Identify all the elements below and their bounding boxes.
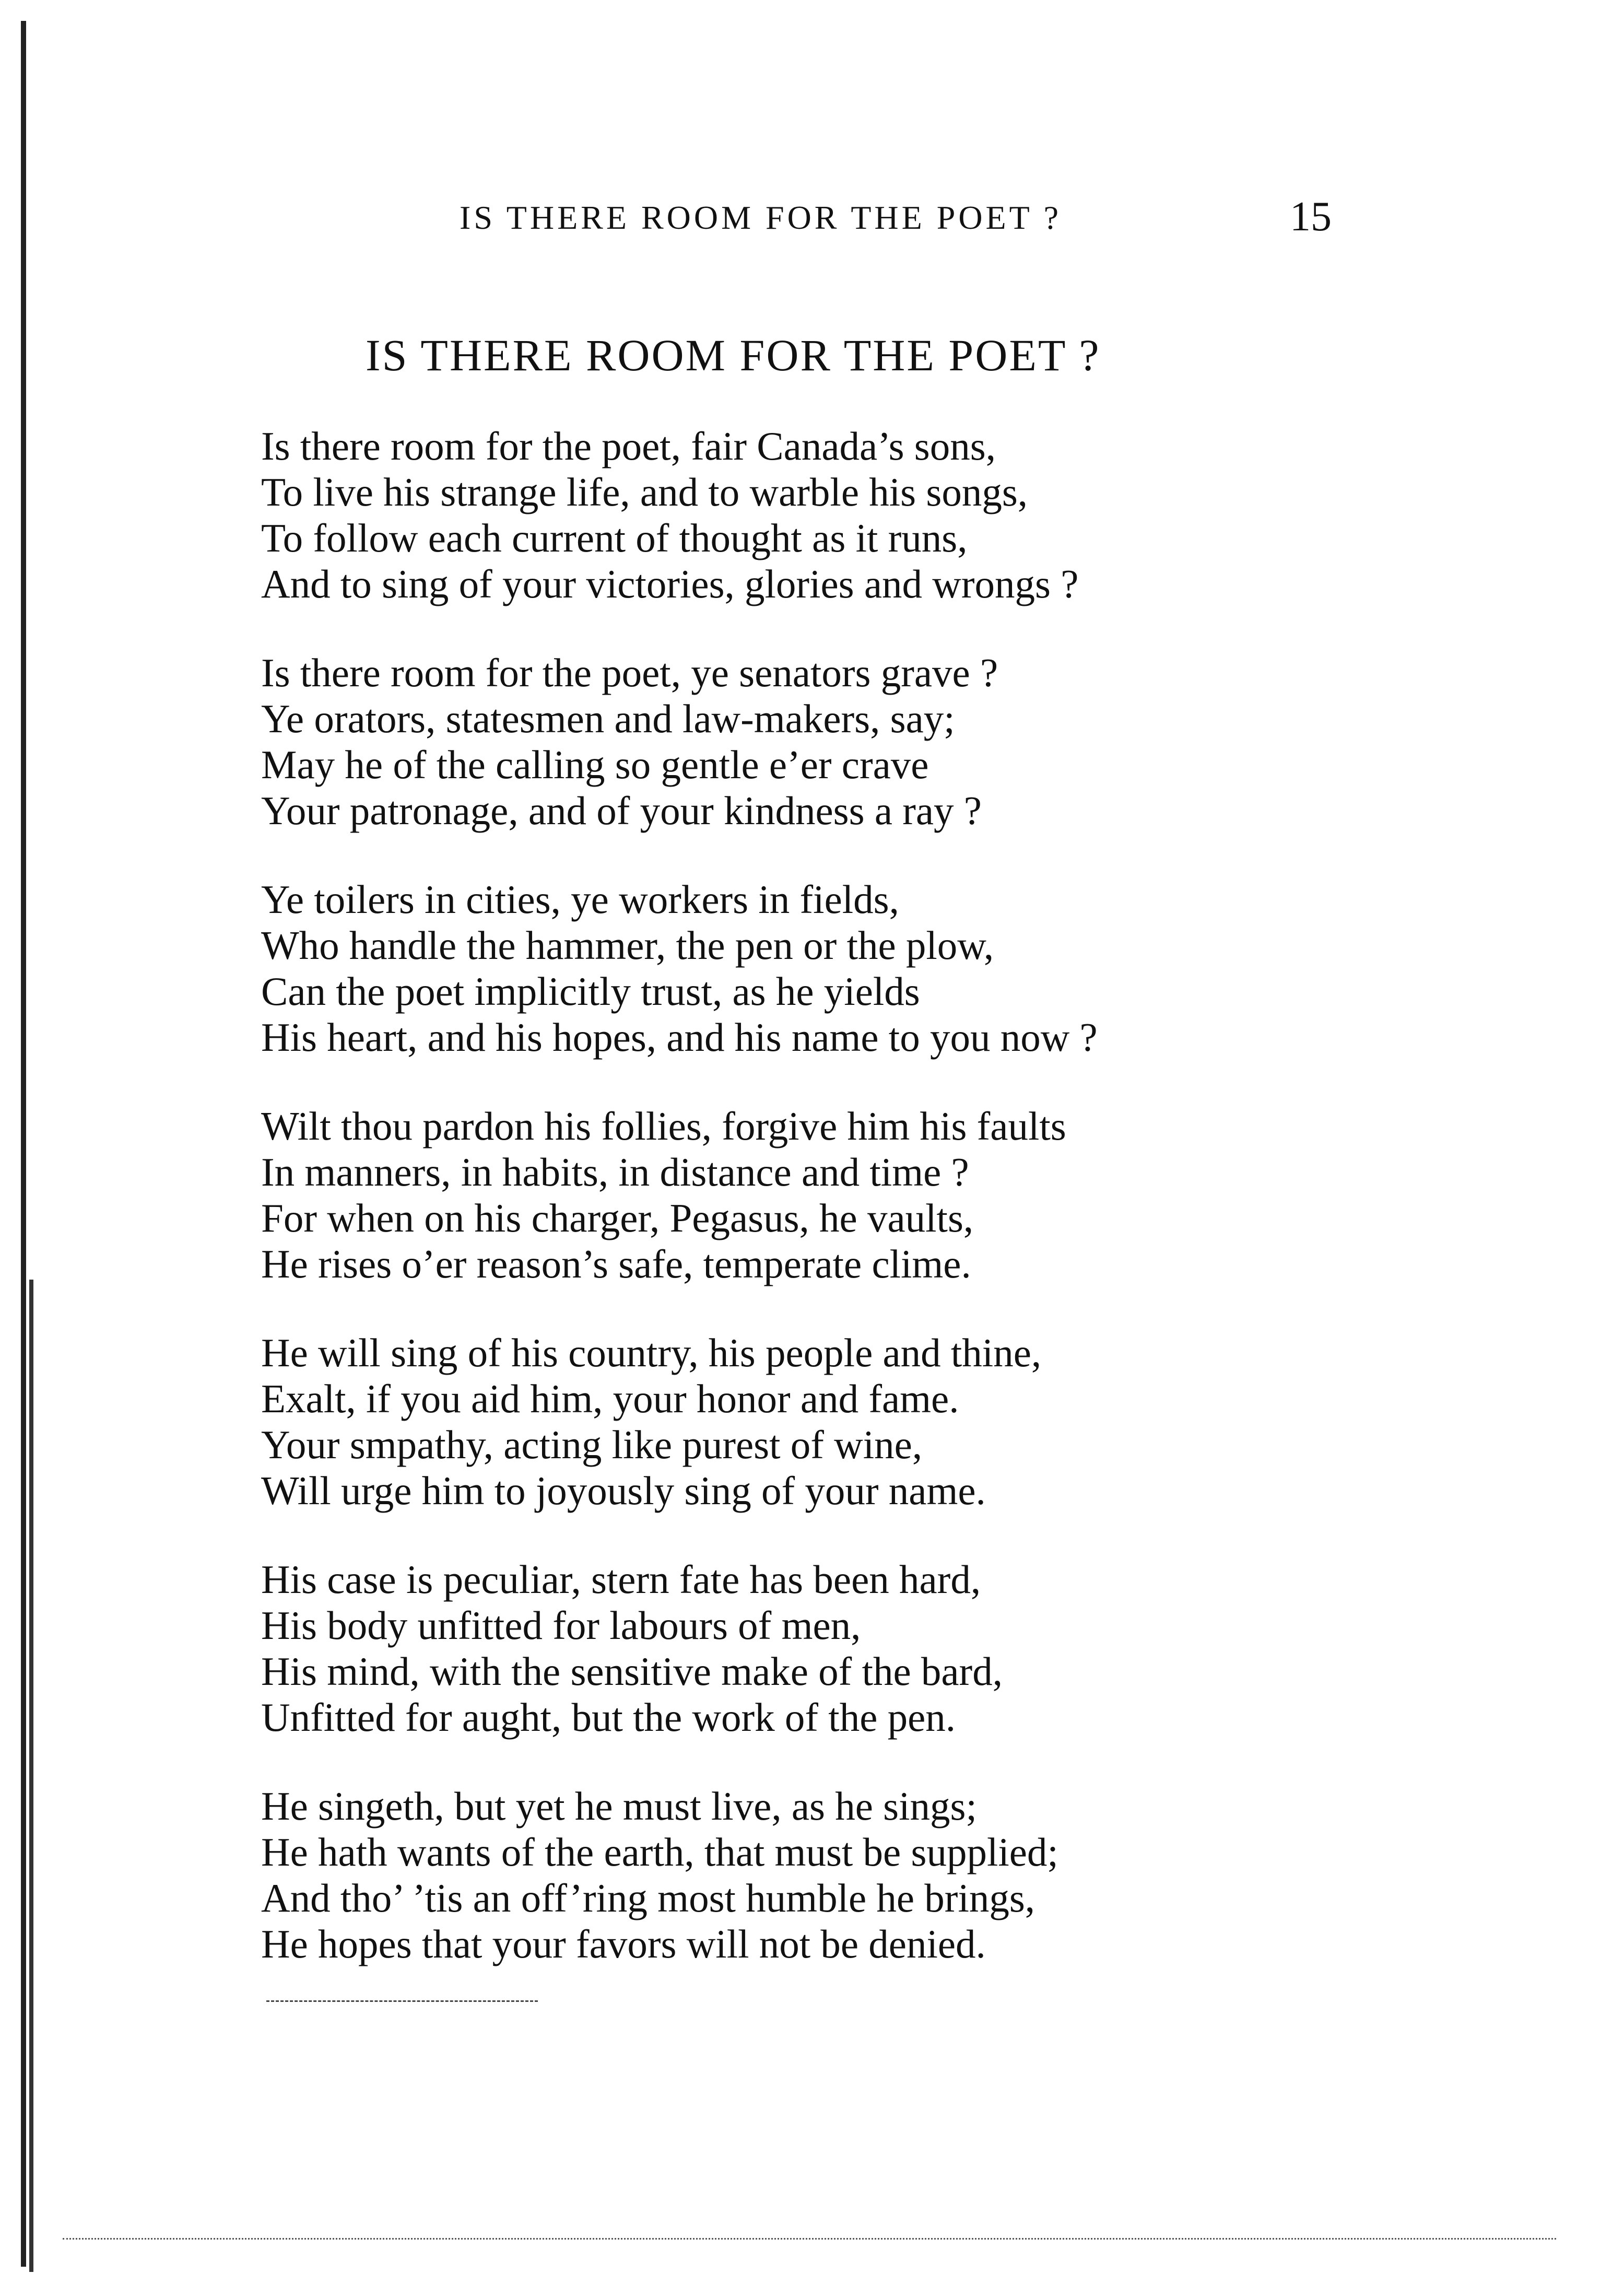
stanza (261, 650, 1384, 834)
printer-rule (266, 2000, 538, 2002)
page-number: 15 (1290, 194, 1332, 240)
stanza (261, 423, 1384, 607)
poem-line: Ye toilers in cities, ye workers in fields, (261, 877, 899, 922)
poem-line: He hath wants of the earth, that must be supplied; (261, 1830, 1058, 1874)
poem-line: His body unfitted for labours of men, (261, 1603, 861, 1648)
poem-body (261, 423, 1384, 2010)
binding-edge-lower (29, 1280, 33, 2272)
stanza (261, 1103, 1384, 1287)
poem-line: Your smpathy, acting like purest of wine, (261, 1422, 923, 1467)
poem-line: And tho’ ’tis an off’ring most humble he brings, (261, 1876, 1035, 1920)
poem-line: Is there room for the poet, fair Canada’s sons, (261, 424, 996, 468)
scan-specks (63, 2238, 1556, 2240)
poem-line: His case is peculiar, stern fate has been hard, (261, 1557, 981, 1602)
poem-line: He singeth, but yet he must live, as he sings; (261, 1784, 977, 1829)
poem-line: Is there room for the poet, ye senators grave ? (261, 650, 998, 695)
poem-line: He will sing of his country, his people and thine, (261, 1330, 1042, 1375)
poem-line: His heart, and his hopes, and his name to you now ? (261, 1015, 1098, 1060)
stanza (261, 876, 1384, 1060)
poem-line: To live his strange life, and to warble his songs, (261, 470, 1028, 514)
poem-line: To follow each current of thought as it runs, (261, 515, 968, 560)
poem-line: Unfitted for aught, but the work of the pen. (261, 1695, 956, 1740)
stanza (261, 1556, 1384, 1740)
poem-line: Exalt, if you aid him, your honor and fame. (261, 1376, 959, 1421)
poem-line: Who handle the hammer, the pen or the plow, (261, 923, 994, 968)
poem-title: IS THERE ROOM FOR THE POET ? (366, 330, 1101, 380)
poem-line: Can the poet implicitly trust, as he yields (261, 969, 920, 1014)
stanza (261, 1783, 1384, 1967)
poem-line: He rises o’er reason’s safe, temperate clime. (261, 1241, 971, 1286)
poem-line: Wilt thou pardon his follies, forgive him his faults (261, 1104, 1066, 1149)
poem-line: Ye orators, statesmen and law-makers, say; (261, 696, 955, 741)
poem-line: May he of the calling so gentle e’er crave (261, 742, 929, 787)
binding-edge (21, 21, 26, 2267)
poem-line: Your patronage, and of your kindness a ray ? (261, 788, 982, 833)
poem-line: And to sing of your victories, glories and wrongs ? (261, 561, 1079, 606)
poem-line: His mind, with the sensitive make of the bard, (261, 1649, 1003, 1694)
poem-line: In manners, in habits, in distance and time ? (261, 1150, 969, 1194)
poem-line: Will urge him to joyously sing of your name. (261, 1468, 986, 1513)
poem-line: He hopes that your favors will not be denied. (261, 1921, 986, 1966)
poem-line: For when on his charger, Pegasus, he vaults, (261, 1196, 974, 1240)
running-head: IS THERE ROOM FOR THE POET ? (460, 199, 1062, 236)
stanza (261, 1330, 1384, 1514)
